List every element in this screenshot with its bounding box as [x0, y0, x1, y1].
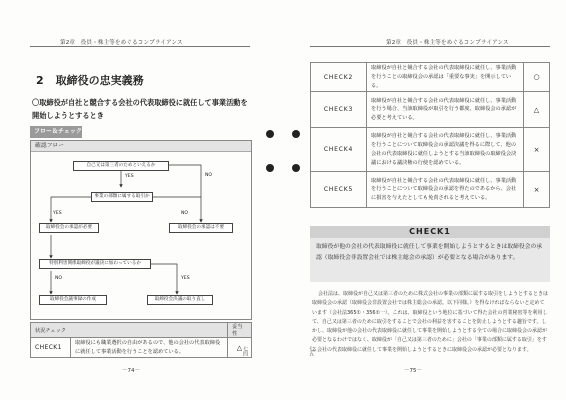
section-title-text: 取締役の忠実義務 [55, 74, 144, 87]
table-row [311, 172, 550, 208]
table-row [311, 128, 550, 172]
flow-label-no-2: NO [181, 211, 189, 216]
flowchart-box [30, 140, 252, 320]
header-rule [310, 46, 550, 47]
flow-node-r4: 取締役会決議の取り直し [147, 295, 213, 305]
check-description: 取締役が自社と競合する会社の代表取締役に就任し、事業活動を行うことについて取締役会の承認決議を得るに際して、他の会社の代表取締役に就任しようとする当該取締役の取締役会決議における議決権の行使を認めている。 [367, 128, 524, 172]
flow-label-no-3: NO [55, 276, 63, 281]
flow-node-r3: 取締役会議事録の作成 [39, 295, 107, 305]
lead-text: 〇取締役が自社と競合する会社の代表取締役に就任して事業活動を開始しようとするとき [32, 98, 248, 120]
section-number: 2 [36, 74, 44, 87]
flow-label-yes-2: YES [53, 211, 62, 216]
section-title [36, 72, 144, 88]
table-row [31, 338, 252, 358]
flowchart-header: 確認フロー [31, 141, 251, 152]
check-description: 取締役が自社と競合する会社の代表取締役に就任し、事業活動を行うことについて取締役会の承認を得たのであるから、会社に損害を与えたとしても免責されると考えている。 [367, 172, 524, 208]
right-page [300, 0, 566, 400]
connector-q3-yes [151, 264, 177, 294]
binding-gutter [266, 0, 300, 400]
check-mark: × [524, 128, 550, 172]
check-description: 取締役が自社と競合する会社の代表取締役に就任し、事業活動を行う場合、当該取締役が取引を行う都度、取締役会の承認が必要と考えている。 [367, 92, 524, 128]
running-head: 第2章 役員・株主等をめぐるコンプライアンス [60, 40, 183, 46]
check-mark: × [524, 172, 550, 208]
check-description: 取締役にも職業選択の自由があるので、他の会社の代表取締役に就任して事業活動を行うことを認めている。 [71, 338, 228, 358]
status-check-table [30, 322, 252, 358]
binder-hole [266, 164, 274, 172]
flow-label-no-1: NO [205, 173, 213, 178]
flow-node-q1: 自己又は第三者のためといえるか [73, 161, 169, 171]
check-table [310, 62, 550, 208]
header-rule [30, 46, 250, 47]
status-table-header [31, 323, 252, 338]
check-name: CHECK5 [311, 172, 367, 208]
check-name: CHECK2 [311, 63, 367, 92]
binder-hole [292, 164, 300, 172]
side-page-mark: 七四 [242, 346, 248, 356]
connector-q2-yes [51, 197, 91, 222]
side-page-mark: 七五 [308, 346, 314, 356]
check-mark: ○ [524, 63, 550, 92]
check1-summary: 取締役が他の会社の代表取締役に就任して事業を開始しようとするときは取締役会の承認（取締役会非設置会社では株主総会の承認）が必要となる場合があります。 [310, 238, 550, 282]
page-number: －74－ [122, 368, 140, 374]
binder-hole [292, 130, 300, 138]
flow-node-r2: 取締役会の承認は不要 [169, 223, 233, 233]
flow-label-yes-1: YES [125, 174, 134, 179]
binder-hole [266, 130, 274, 138]
flow-label-yes-3: YES [181, 276, 190, 281]
flow-node-q3: 特別利害関係取締役が議決に加わっているか [39, 259, 151, 269]
status-header-left: 状況チェック [31, 323, 228, 338]
flow-node-r1: 取締役会の承認が必要 [39, 223, 99, 233]
left-page [0, 0, 266, 400]
check1-heading: CHECK1 [409, 227, 451, 236]
running-head: 第2章 役員・株主等をめぐるコンプライアンス [386, 40, 509, 46]
check1-banner [310, 226, 550, 238]
check-mark: △ [524, 92, 550, 128]
flow-tab-label: フロー＆チェック [30, 126, 82, 138]
check-name: CHECK3 [311, 92, 367, 128]
check-description: 取締役が自社と競合する会社の代表取締役に就任し、事業活動を行うことの取締役会の承認は「重要な事実」を開示している。 [367, 63, 524, 92]
page-number: －75－ [404, 368, 422, 374]
check-name: CHECK1 [31, 338, 71, 358]
check-name: CHECK4 [311, 128, 367, 172]
flow-node-q2: 事業の部類に属する取引か [91, 192, 153, 202]
table-row [311, 63, 550, 92]
body-text: 会社法は、取締役が自己又は第三者のために株式会社の事業の部類に属する取引をしようとするときは取締役会の承認（取締役会非設置会社では株主総会の承認。以下同様。）を得なければならないと定めています（会社法365①・356①一）。これは、取締役という地位に基づいて得た会社の営業秘密等を利用して、自己又は第三者のために取引をすることで会社の利益を害することを防止しようとする趣旨です。しかし、取締役が他の会社の代表取締役に就任して事業を開始しようとする全ての場合に取締役会の承認が必要となるわけではなく、取締役が「自己又は第三者のために」会社の「事業の部類に属する取引」をする会社の代表取締役に就任して事業を開始しようとするときに取締役会の承認が必要となります。 [312, 291, 549, 353]
table-row [311, 92, 550, 128]
status-header-right: 妥当性 [228, 323, 252, 338]
check-mark: △ [228, 338, 252, 358]
